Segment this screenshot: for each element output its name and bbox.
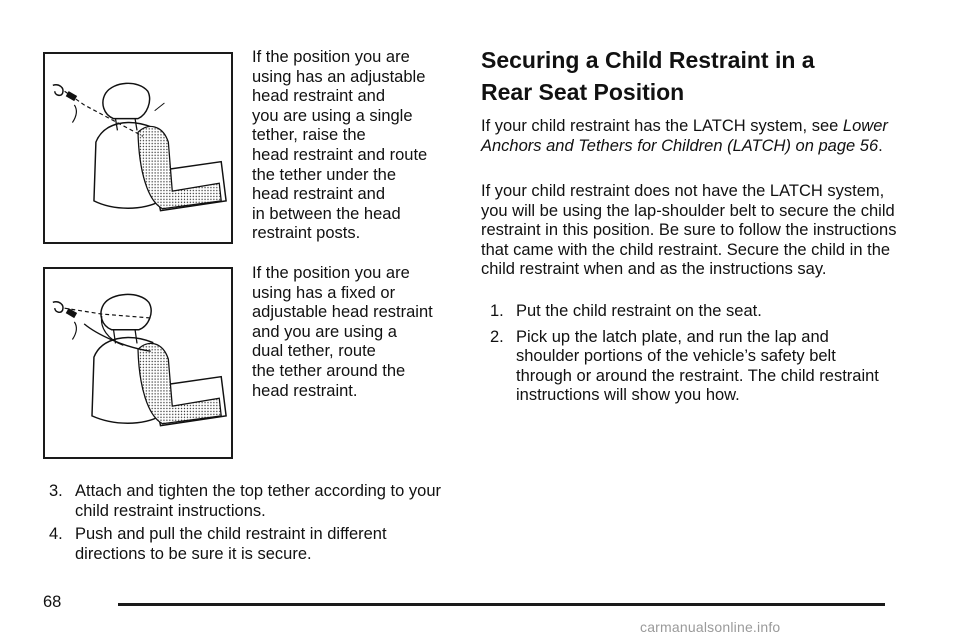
list-item [490,302,890,322]
no-latch-paragraph: If your child restraint does not have the LATCH system, you will be using the lap-shoulder belt to secure the child restraint in this position. Be sure to follow the instructions that came with the child restraint. Secure the child in the child restraint when and as the instructions say. [481,182,897,279]
left-steps-list [49,482,459,568]
latch-paragraph [481,117,901,156]
step-text: Push and pull the child restraint in different directions to be sure it is secure. [75,525,387,563]
seat-tether-drawing-2 [45,269,231,457]
dual-tether-caption: If the position you are using has a fixed or adjustable head restraint and you are using a dual tether, route the tether around the head restraint. [252,264,433,400]
list-item [49,482,459,521]
latch-paragraph-end: . [878,136,883,155]
right-steps-list [490,302,890,412]
section-heading: Securing a Child Restraint in a Rear Seat Position [481,47,815,105]
page-number: 68 [43,593,62,611]
step-text: Pick up the latch plate, and run the lap and shoulder portions of the vehicle’s safety belt through or around the restraint. The child restraint instructions will show you how. [516,327,879,405]
watermark: carmanualsonline.info [640,619,781,635]
step-number: 1. [490,302,504,320]
step-number: 2. [490,327,504,346]
step-text: Put the child restraint on the seat. [516,302,762,320]
dual-tether-illustration [43,267,233,459]
step-number: 4. [49,525,63,544]
single-tether-caption: If the position you are using has an adjustable head restraint and you are using a single tether, raise the head restraint and route the tether under the head restraint and in between the head restraint posts. [252,48,428,243]
list-item [490,328,890,406]
step-number: 3. [49,482,63,500]
latch-page-reference[interactable]: Lower Anchors and Tethers for Children (LATCH) on page 56 [481,117,888,155]
seat-tether-drawing-1 [45,54,231,242]
latch-paragraph-text: If your child restraint has the LATCH system, see [481,117,843,135]
footer-rule [118,603,885,606]
step-text: Attach and tighten the top tether according to your child restraint instructions. [75,482,441,520]
single-tether-illustration [43,52,233,244]
list-item [49,525,459,564]
